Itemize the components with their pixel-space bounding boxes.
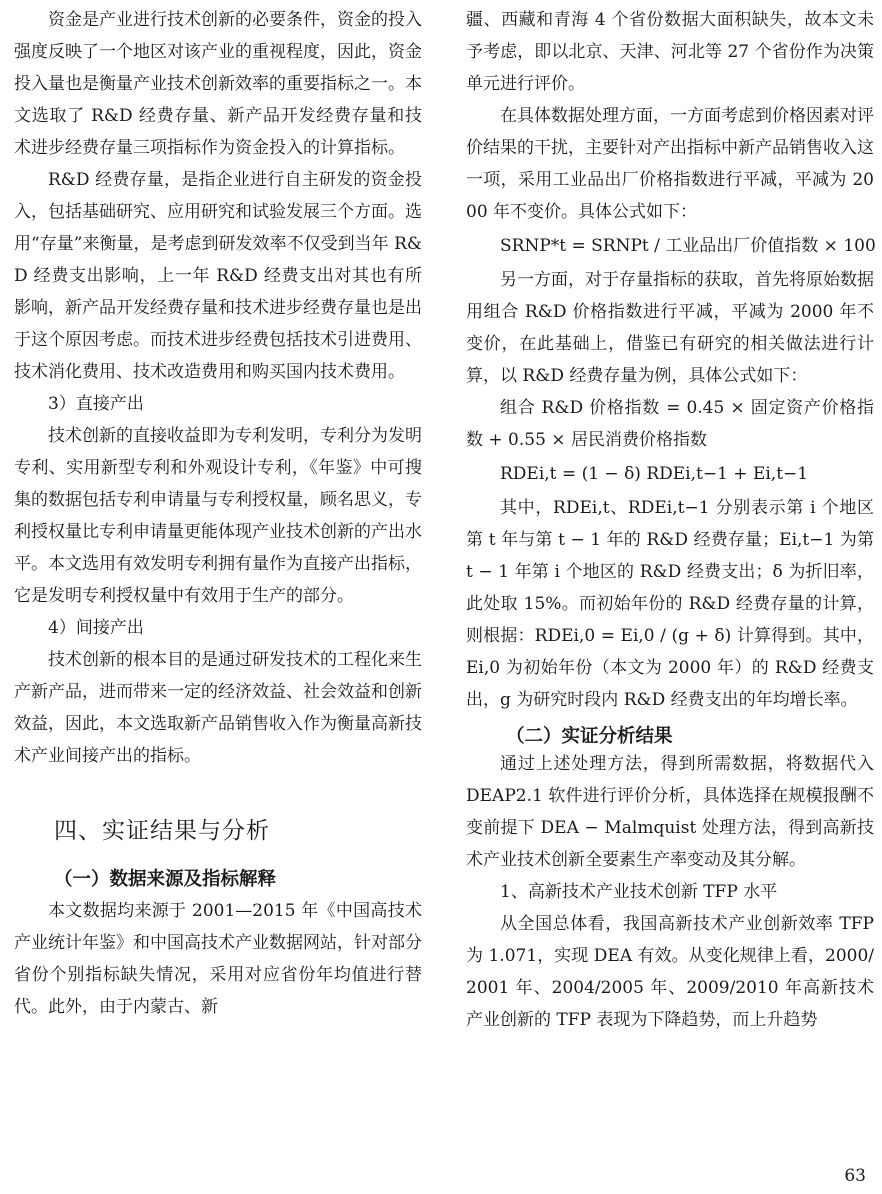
heading-direct-output: 3）直接产出 — [48, 394, 144, 414]
formula-price-index: 组合 R&D 价格指数 = 0.45 × 固定资产价格指数 + 0.55 × 居民消费价格指数 — [466, 398, 874, 450]
formula-srnp: SRNP*t = SRNPt / 工业品出厂价值指数 × 100 — [500, 236, 876, 256]
formula-rde: RDEi,t = (1 − δ) RDEi,t−1 + Ei,t−1 — [500, 464, 809, 484]
paragraph-tfp-national: 从全国总体看，我国高新技术产业创新效率 TFP 为 1.071，实现 DEA 有效。从变化规律上看，2000/2001 年、2004/2005 年、2009/2010 年高新技术产业创新的 TFP 表现为下降趋势，而上升趋势 — [466, 914, 874, 1030]
heading-indirect-output: 4）间接产出 — [48, 618, 144, 638]
page-number: 63 — [844, 1166, 866, 1186]
paragraph-rd-stock: R&D 经费存量，是指企业进行自主研发的资金投入，包括基础研究、应用研究和试验发展三个方面。选用“存量”来衡量，是考虑到研发效率不仅受到当年 R&D 经费支出影响，上一年 R&D 经费支出对其也有所影响，新产品开发经费存量和技术进步经费存量也是出于这个原因考虑。而技术进步经费包括技术引进费用、技术消化费用、技术改造费用和购买国内技术费用。 — [14, 170, 422, 382]
paragraph-formula-explanation: 其中，RDEi,t、RDEi,t−1 分别表示第 i 个地区第 t 年与第 t − 1 年的 R&D 经费存量；Ei,t−1 为第 t − 1 年第 i 个地区的 R&D 经费支出；δ 为折旧率，此处取 15%。而初始年份的 R&D 经费存量的计算，则根据：RDEi,0 = Ei,0 / (g + δ) 计算得到。其中，Ei,0 为初始年份（本文为 2000 年）的 R&D 经费支出，g 为研究时段内 R&D 经费支出的年均增长率。 — [466, 498, 874, 710]
paragraph-indirect-output: 技术创新的根本目的是通过研发技术的工程化来生产新产品，进而带来一定的经济效益、社会效益和创新效益，因此，本文选取新产品销售收入作为衡量高新技术产业间接产出的指标。 — [14, 650, 422, 766]
left-column — [14, 4, 422, 1023]
paragraph-price-deflation: 在具体数据处理方面，一方面考虑到价格因素对评价结果的干扰，主要针对产出指标中新产品销售收入这一项，采用工业品出厂价格指数进行平减，平减为 2000 年不变价。具体公式如下： — [466, 106, 874, 222]
paragraph-data-source: 本文数据均来源于 2001—2015 年《中国高技术产业统计年鉴》和中国高技术产业数据网站，针对部分省份个别指标缺失情况，采用对应省份年均值进行替代。此外，由于内蒙古、新 — [14, 901, 422, 1017]
paragraph-missing-provinces: 疆、西藏和青海 4 个省份数据大面积缺失，故本文未予考虑，即以北京、天津、河北等 27 个省份作为决策单元进行评价。 — [466, 10, 874, 94]
subsection-results: （二）实证分析结果 — [506, 726, 673, 747]
paragraph-stock-indicator: 另一方面，对于存量指标的获取，首先将原始数据用组合 R&D 价格指数进行平减，平减为 2000 年不变价，在此基础上，借鉴已有研究的相关做法进行计算，以 R&D 经费存量为例，具体公式如下： — [466, 270, 874, 386]
subsection-data-source: （一）数据来源及指标解释 — [54, 869, 277, 890]
paragraph-deap-analysis: 通过上述处理方法，得到所需数据，将数据代入 DEAP2.1 软件进行评价分析，具体选择在规模报酬不变前提下 DEA − Malmquist 处理方法，得到高新技术产业技术创新全要素生产率变动及其分解。 — [466, 754, 874, 870]
paragraph-fund-input: 资金是产业进行技术创新的必要条件，资金的投入强度反映了一个地区对该产业的重视程度，因此，资金投入量也是衡量产业技术创新效率的重要指标之一。本文选取了 R&D 经费存量、新产品开发经费存量和技术进步经费存量三项指标作为资金投入的计算指标。 — [14, 10, 422, 158]
right-column — [466, 4, 874, 1036]
section-title: 四、实证结果与分析 — [54, 818, 270, 844]
paragraph-direct-output: 技术创新的直接收益即为专利发明，专利分为发明专利、实用新型专利和外观设计专利，《年鉴》中可搜集的数据包括专利申请量与专利授权量，顾名思义，专利授权量比专利申请量更能体现产业技术创新的产出水平。本文选用有效发明专利拥有量作为直接产出指标，它是发明专利授权量中有效用于生产的部分。 — [14, 426, 422, 606]
heading-tfp-level: 1、高新技术产业技术创新 TFP 水平 — [500, 882, 778, 902]
